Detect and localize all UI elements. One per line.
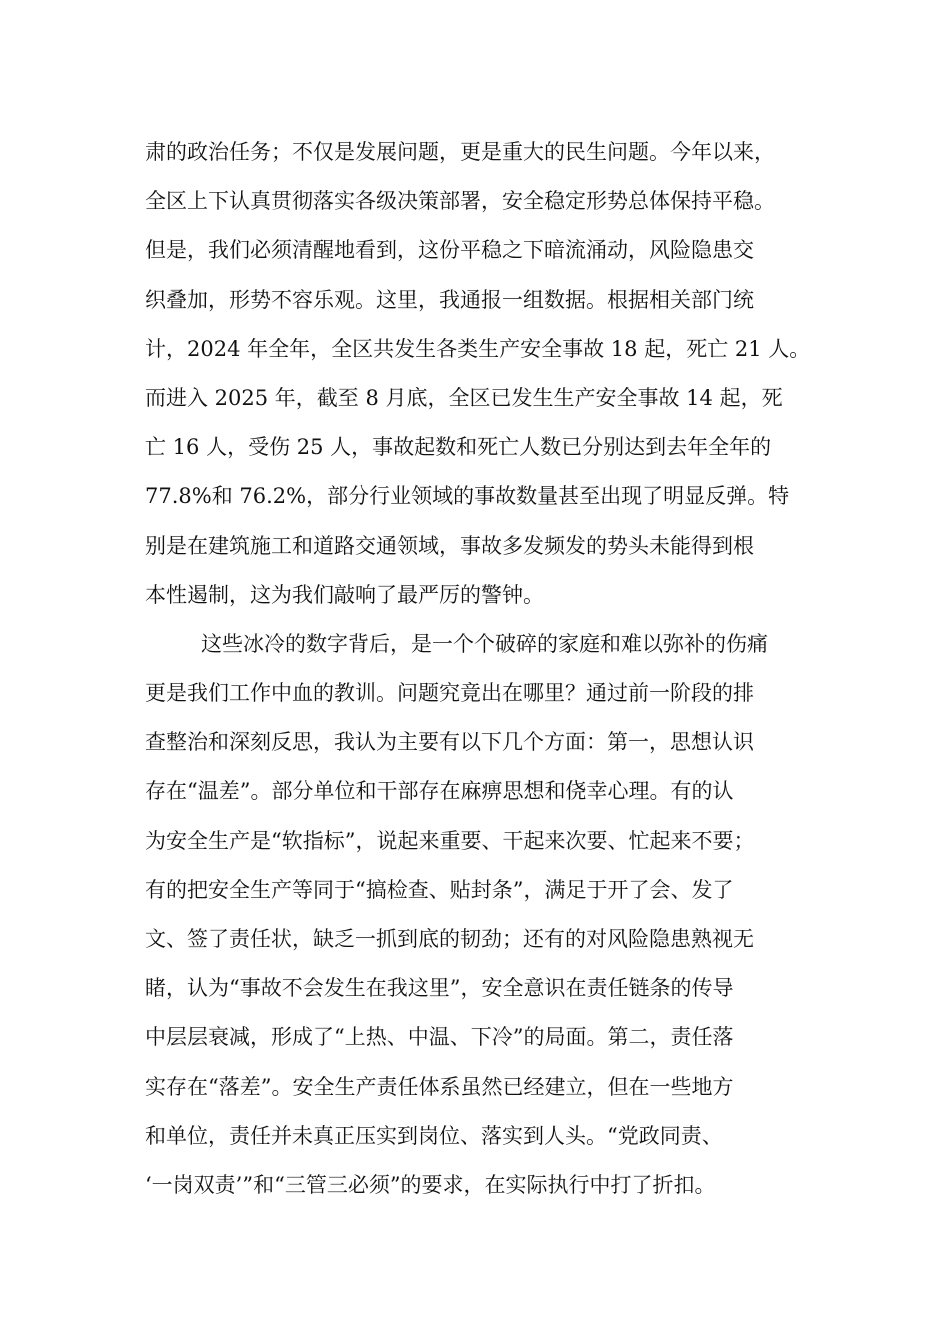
paragraph-line: 但是，我们必须清醒地看到，这份平稳之下暗流涌动，风险隐患交 xyxy=(145,238,754,263)
paragraph-line: 实存在“落差”。安全生产责任体系虽然已经建立，但在一些地方 xyxy=(145,1074,734,1099)
paragraph-line: 中层层衰减，形成了“上热、中温、下冷”的局面。第二，责任落 xyxy=(145,1025,734,1050)
paragraph-line: 77.8%和 76.2%，部分行业领域的事故数量甚至出现了明显反弹。特 xyxy=(145,484,790,509)
paragraph-line: 为安全生产是“软指标”，说起来重要、干起来次要、忙起来不要； xyxy=(145,828,755,853)
paragraph-line: 存在“温差”。部分单位和干部存在麻痹思想和侥幸心理。有的认 xyxy=(145,779,734,804)
paragraph-2 xyxy=(145,620,825,1210)
paragraph-1 xyxy=(145,128,825,620)
paragraph-line: 文、签了责任状，缺乏一抓到底的韧劲；还有的对风险隐患熟视无 xyxy=(145,927,754,951)
paragraph-line: 更是我们工作中血的教训。问题究竟出在哪里？通过前一阶段的排 xyxy=(145,681,754,706)
paragraph-line: 织叠加，形势不容乐观。这里，我通报一组数据。根据相关部门统 xyxy=(145,287,754,312)
paragraph-line: 全区上下认真贯彻落实各级决策部署，安全稳定形势总体保持平稳。 xyxy=(145,189,775,214)
paragraph-line: 亡 16 人，受伤 25 人，事故起数和死亡人数已分别达到去年全年的 xyxy=(145,435,772,460)
paragraph-line: 本性遏制，这为我们敲响了最严厉的警钟。 xyxy=(145,582,544,607)
paragraph-line: 和单位，责任并未真正压实到岗位、落实到人头。“党政同责、 xyxy=(145,1123,723,1148)
paragraph-line: ‘一岗双责’”和“三管三必须”的要求，在实际执行中打了折扣。 xyxy=(145,1172,716,1197)
paragraph-line: 肃的政治任务；不仅是发展问题，更是重大的民生问题。今年以来， xyxy=(145,140,775,164)
paragraph-line: 别是在建筑施工和道路交通领域，事故多发频发的势头未能得到根 xyxy=(145,533,754,558)
paragraph-first-line: 这些冰冷的数字背后，是一个个破碎的家庭和难以弥补的伤痛 xyxy=(201,631,768,656)
document-body xyxy=(145,128,825,1210)
paragraph-line: 查整治和深刻反思，我认为主要有以下几个方面：第一，思想认识 xyxy=(145,730,754,755)
paragraph-line: 有的把安全生产等同于“搞检查、贴封条”，满足于开了会、发了 xyxy=(145,877,734,902)
paragraph-line: 计，2024 年全年，全区共发生各类生产安全事故 18 起，死亡 21 人。 xyxy=(145,336,811,361)
paragraph-line: 睹，认为“事故不会发生在我这里”，安全意识在责任链条的传导 xyxy=(145,976,734,1001)
paragraph-line: 而进入 2025 年，截至 8 月底，全区已发生生产安全事故 14 起，死 xyxy=(145,385,783,410)
